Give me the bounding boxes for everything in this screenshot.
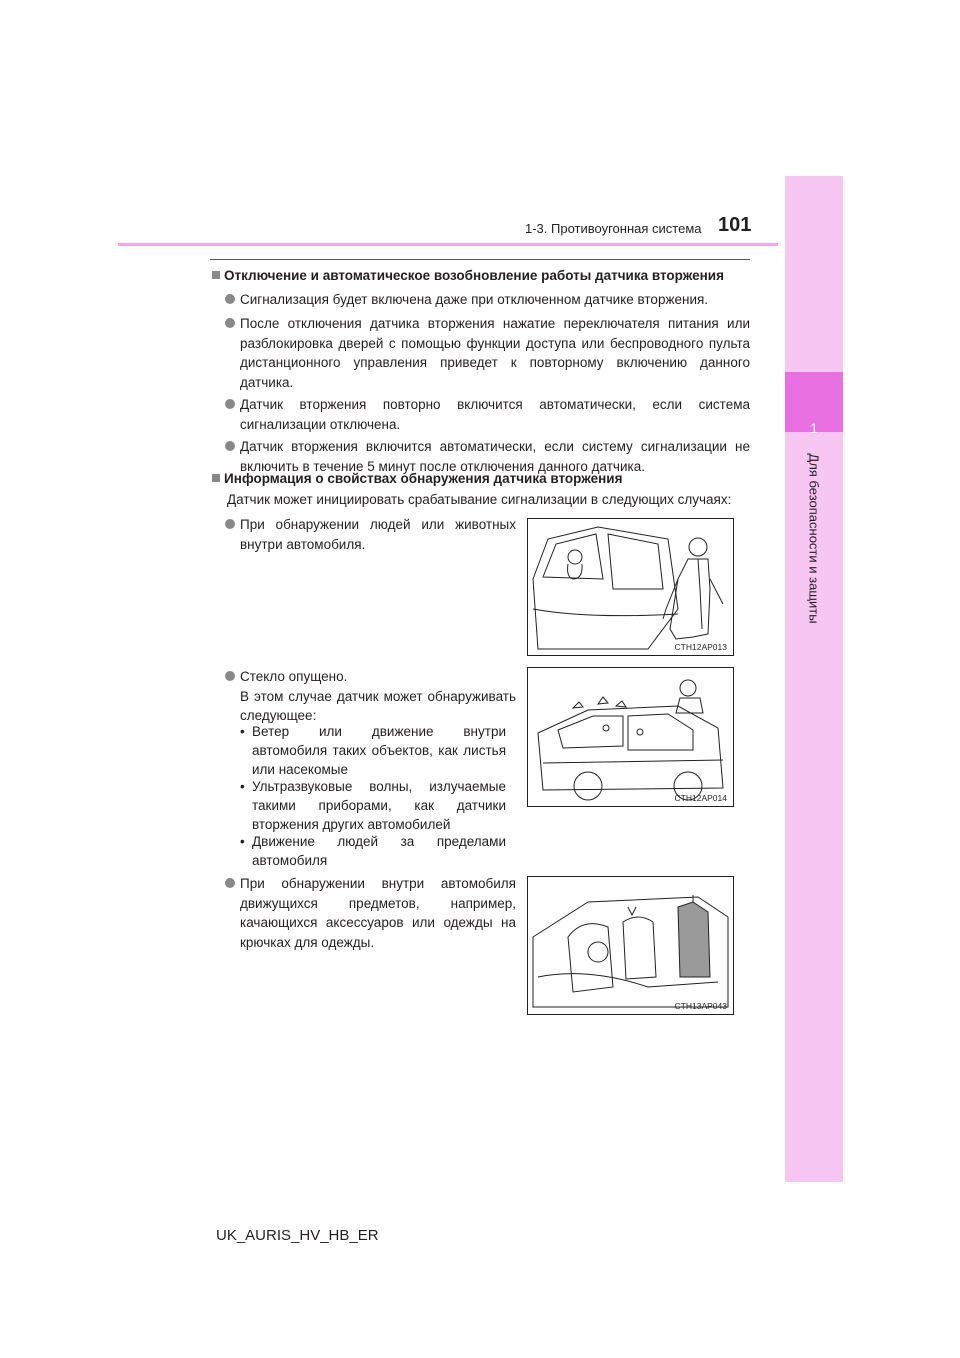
illustration-interior-clothing	[527, 876, 734, 1015]
bullet-dot-icon	[225, 318, 235, 328]
side-tab	[785, 176, 843, 1182]
bullet-dot-icon	[225, 671, 235, 681]
bullet-item: При обнаружении внутри автомобиля движущихся предметов, например, качающихся аксессуаров или одежды на крючках для одежды.	[240, 874, 516, 952]
sub-item: • Ультразвуковые волны, излучаемые такими приборами, как датчики вторжения других автомобилей	[240, 779, 506, 832]
chapter-number: 1	[810, 420, 818, 436]
section-heading: Отключение и автоматическое возобновление работы датчика вторжения	[212, 268, 724, 283]
figure-code: CTH13AP043	[674, 1001, 727, 1011]
bullet-item: Датчик вторжения включится автоматически, если систему сигнализации не включить в течение 5 минут после отключения данного датчика.	[240, 437, 750, 476]
figure-code: CTH12AP013	[674, 642, 727, 652]
page-number: 101	[718, 214, 752, 236]
header-rule	[118, 243, 778, 246]
sub-item: • Движение людей за пределами автомобиля	[240, 834, 506, 868]
square-bullet-icon	[212, 271, 220, 279]
bullet-item: При обнаружении людей или животных внутри автомобиля.	[240, 515, 516, 554]
bullet-item: Датчик вторжения повторно включится автоматически, если система сигнализации отключена.	[240, 395, 750, 434]
section-heading: Информация о свойствах обнаружения датчика вторжения	[212, 471, 622, 486]
car-open-window-illustration	[528, 668, 733, 806]
bullet-dot-icon	[225, 519, 235, 529]
sub-item: • Ветер или движение внутри автомобиля таких объектов, как листья или насекомые	[240, 724, 506, 777]
car-interior-illustration	[528, 877, 733, 1014]
section-intro: Датчик может инициировать срабатывание сигнализации в следующих случаях:	[227, 492, 732, 507]
section-title: 1-3. Противоугонная система	[525, 221, 702, 236]
illustration-open-window	[527, 667, 734, 807]
model-code: UK_AURIS_HV_HB_ER	[216, 1227, 379, 1244]
square-bullet-icon	[212, 474, 220, 482]
bullet-item: Стекло опущено. В этом случае датчик может обнаруживать следующее:	[240, 667, 516, 726]
bullet-dot-icon	[225, 878, 235, 888]
figure-code: CTH12AP014	[674, 793, 727, 803]
bullet-dot-icon	[225, 294, 235, 304]
bullet-dot-icon	[225, 441, 235, 451]
bullet-dot-icon	[225, 399, 235, 409]
illustration-person-and-dog	[527, 518, 734, 656]
bullet-item: Сигнализация будет включена даже при отключенном датчике вторжения.	[240, 290, 750, 310]
car-with-dog-illustration	[528, 519, 733, 655]
divider	[210, 259, 750, 260]
bullet-item: После отключения датчика вторжения нажатие переключателя питания или разблокировка дверей с помощью функции доступа или беспроводного пульта дистанционного управления приведет к повторному включению данного датчика.	[240, 314, 750, 392]
